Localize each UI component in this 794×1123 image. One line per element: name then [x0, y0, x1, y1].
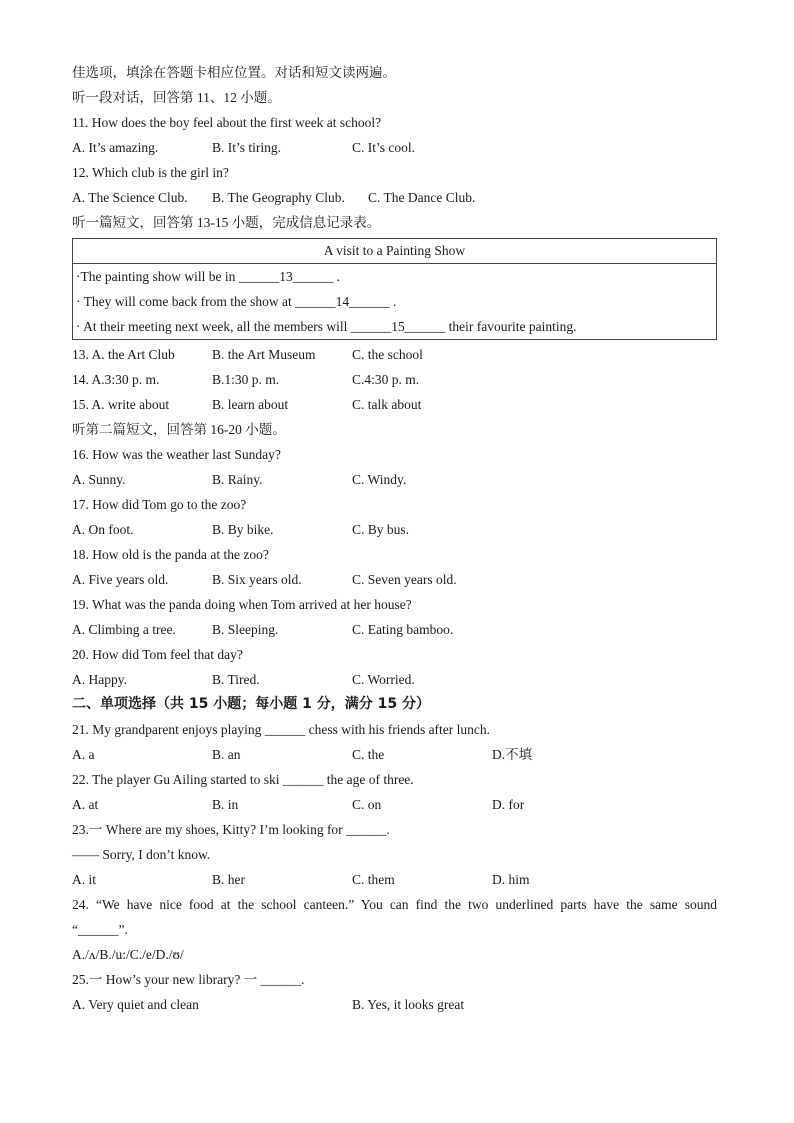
- option-b: B. The Geography Club.: [212, 190, 345, 205]
- table-row: · At their meeting next week, all the members will ______15______ their favourite painting.: [76, 319, 577, 334]
- option-b: B. the Art Museum: [212, 347, 316, 362]
- table-row: · They will come back from the show at ______14______ .: [76, 294, 397, 309]
- option-b: B. Sleeping.: [212, 622, 279, 637]
- question-21-stem: 21. My grandparent enjoys playing ______ chess with his friends after lunch.: [72, 722, 491, 737]
- option-b: B. an: [212, 747, 241, 762]
- question-25-stem: 25.一 How’s your new library? 一 ______.: [72, 972, 305, 987]
- option-c: C. It’s cool.: [352, 140, 415, 155]
- option-a: A. it: [72, 872, 97, 887]
- option-a: A. The Science Club.: [72, 190, 188, 205]
- option-a: 13. A. the Art Club: [72, 347, 175, 362]
- question-24-options: A./ʌ/B./u:/C./e/D./ʊ/: [72, 947, 184, 962]
- option-c: C. By bus.: [352, 522, 410, 537]
- option-b: B. Six years old.: [212, 572, 302, 587]
- option-b: B. learn about: [212, 397, 289, 412]
- question-17-options: [72, 517, 717, 542]
- question-23-stem: 23.一 Where are my shoes, Kitty? I’m looking for ______.: [72, 822, 390, 837]
- option-c: C. Seven years old.: [352, 572, 457, 587]
- question-11-options: [72, 135, 717, 160]
- exam-page: [72, 60, 717, 1017]
- option-a: 14. A.3:30 p. m.: [72, 372, 160, 387]
- option-a: A. Very quiet and clean: [72, 997, 199, 1012]
- option-b: B. By bike.: [212, 522, 274, 537]
- option-a: A. Climbing a tree.: [72, 622, 176, 637]
- info-record-table: [72, 238, 717, 340]
- question-20-options: [72, 667, 717, 692]
- instruction-line: 佳选项，填涂在答题卡相应位置。对话和短文读两遍。: [72, 65, 396, 80]
- option-a: A. It’s amazing.: [72, 140, 159, 155]
- question-16-stem: 16. How was the weather last Sunday?: [72, 447, 281, 462]
- question-12-stem: 12. Which club is the girl in?: [72, 165, 229, 180]
- option-b: B. Tired.: [212, 672, 260, 687]
- question-20-stem: 20. How did Tom feel that day?: [72, 647, 243, 662]
- option-a: A. Five years old.: [72, 572, 169, 587]
- question-13-options: [72, 342, 717, 367]
- question-18-options: [72, 567, 717, 592]
- option-b: B. her: [212, 872, 245, 887]
- question-24-stem: 24. “We have nice food at the school canteen.” You can find the two underlined parts have the same sound: [72, 897, 717, 912]
- question-17-stem: 17. How did Tom go to the zoo?: [72, 497, 247, 512]
- question-16-options: [72, 467, 717, 492]
- option-c: C. The Dance Club.: [368, 190, 476, 205]
- question-12-options: [72, 185, 717, 210]
- option-d: D. for: [492, 797, 525, 812]
- option-a: A. Happy.: [72, 672, 127, 687]
- option-b: B.1:30 p. m.: [212, 372, 280, 387]
- option-b: B. Yes, it looks great: [352, 997, 465, 1012]
- option-c: C. Worried.: [352, 672, 415, 687]
- question-24-stem-cont: “______”.: [72, 922, 128, 937]
- option-b: B. Rainy.: [212, 472, 263, 487]
- question-23-reply: —— Sorry, I don’t know.: [72, 847, 211, 862]
- option-b: B. It’s tiring.: [212, 140, 282, 155]
- option-a: A. On foot.: [72, 522, 134, 537]
- option-c: C. Windy.: [352, 472, 407, 487]
- option-c: C. them: [352, 872, 395, 887]
- question-11-stem: 11. How does the boy feel about the first week at school?: [72, 115, 382, 130]
- option-c: C. on: [352, 797, 382, 812]
- question-14-options: [72, 367, 717, 392]
- option-c: C. the: [352, 747, 385, 762]
- question-19-stem: 19. What was the panda doing when Tom arrived at her house?: [72, 597, 412, 612]
- option-d: D.不填: [492, 747, 533, 762]
- table-title: A visit to a Painting Show: [73, 239, 716, 264]
- question-21-options: [72, 742, 717, 767]
- option-a: 15. A. write about: [72, 397, 170, 412]
- question-25-options: [72, 992, 717, 1017]
- question-19-options: [72, 617, 717, 642]
- option-a: A. a: [72, 747, 95, 762]
- option-a: A. at: [72, 797, 99, 812]
- option-c: C. the school: [352, 347, 423, 362]
- option-c: C. talk about: [352, 397, 422, 412]
- section-2-title: 二、单项选择（共 15 小题；每小题 1 分，满分 15 分）: [72, 696, 430, 712]
- dialogue-instruction: 听一段对话，回答第 11、12 小题。: [72, 90, 281, 105]
- question-22-options: [72, 792, 717, 817]
- option-c: C.4:30 p. m.: [352, 372, 420, 387]
- question-22-stem: 22. The player Gu Ailing started to ski ______ the age of three.: [72, 772, 414, 787]
- question-18-stem: 18. How old is the panda at the zoo?: [72, 547, 269, 562]
- passage2-instruction: 听第二篇短文，回答第 16-20 小题。: [72, 422, 286, 437]
- passage1-instruction: 听一篇短文，回答第 13-15 小题，完成信息记录表。: [72, 215, 381, 230]
- option-d: D. him: [492, 872, 530, 887]
- question-23-options: [72, 867, 717, 892]
- option-b: B. in: [212, 797, 239, 812]
- question-15-options: [72, 392, 717, 417]
- option-c: C. Eating bamboo.: [352, 622, 454, 637]
- table-row: ·The painting show will be in ______13______ .: [76, 269, 340, 284]
- option-a: A. Sunny.: [72, 472, 126, 487]
